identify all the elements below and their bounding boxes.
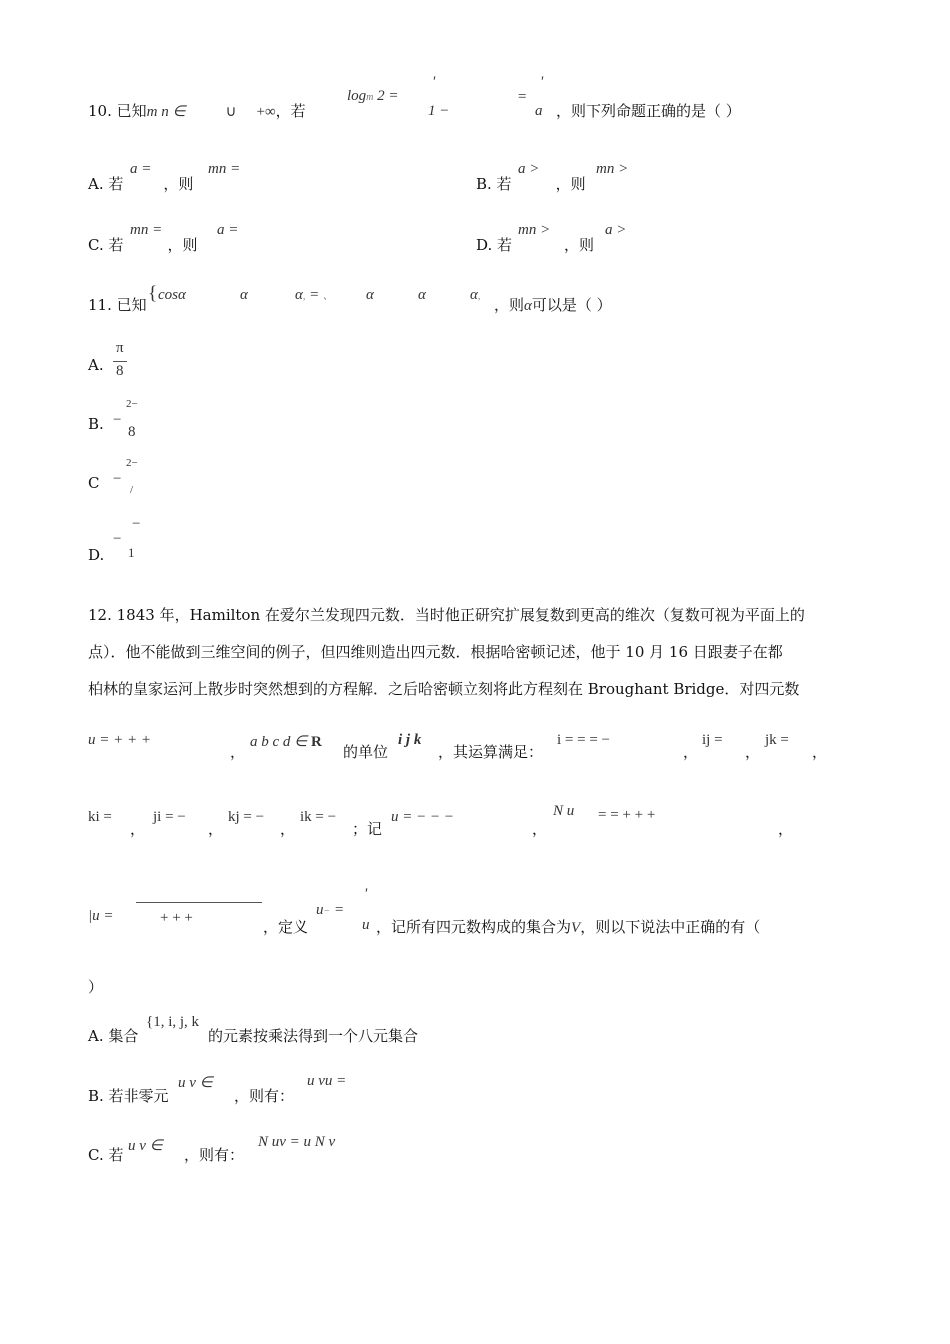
q12-ik: ik = − bbox=[300, 809, 337, 825]
q11-option-a[interactable]: A. bbox=[88, 356, 104, 374]
q11-option-d[interactable]: D. bbox=[88, 546, 105, 564]
q12-para-1: 12. 1843 年，Hamilton 在爱尔兰发现四元数．当时他正研究扩展复数到更高的维次（复数可视为平面上的 bbox=[88, 606, 805, 624]
q11-brace: { bbox=[148, 283, 158, 304]
q12-conjugate: u = − − − bbox=[391, 809, 454, 825]
q11-cos: cosα bbox=[158, 287, 186, 303]
q12-l4-comma-3: ， bbox=[812, 743, 828, 761]
q12-kj: kj = − bbox=[228, 809, 265, 825]
q10-a-den: a bbox=[535, 103, 543, 119]
q12-quaternion-def: u = + + + bbox=[88, 732, 151, 748]
q11-option-c-sign: − bbox=[113, 471, 122, 487]
q10-tick1: ' bbox=[432, 74, 436, 90]
q12-para-2: 点）．他不能做到三维空间的例子，但四维则造出四元数．根据哈密顿记述，他于 10 月 16 日跟妻子在都 bbox=[88, 643, 783, 661]
q12-norm: N u bbox=[553, 803, 575, 819]
q11-option-d-sign: − bbox=[113, 531, 122, 547]
q11-option-b-sign: − bbox=[113, 412, 122, 428]
q11-stem: 11. 已知 bbox=[88, 296, 147, 314]
q11-stem-suffix: ，则α可以是（ ） bbox=[494, 296, 612, 314]
q12-ops-text: ，其运算满足： bbox=[438, 743, 544, 761]
q11-option-b-bottom: 8 bbox=[128, 424, 136, 440]
q11-alpha-4: α bbox=[418, 287, 426, 303]
q10-one-minus: 1 − bbox=[428, 103, 450, 119]
q12-option-b[interactable]: B. 若非零元 bbox=[88, 1087, 169, 1105]
q10-option-a-cond: a = bbox=[130, 161, 152, 177]
q12-l5-comma-3: ， bbox=[280, 820, 296, 838]
q12-ji: ji = − bbox=[153, 809, 186, 825]
q10-option-a[interactable]: A. 若 ，则 bbox=[88, 175, 194, 193]
q10-option-c-cond: mn = bbox=[130, 222, 163, 238]
q12-abs: |u = bbox=[88, 908, 114, 924]
q12-inv-tick: ' bbox=[364, 886, 368, 902]
q12-sqrt-bar bbox=[136, 902, 262, 903]
q11-option-b-top: 2− bbox=[126, 398, 138, 410]
q12-define-text: ，定义 bbox=[263, 918, 309, 936]
q11-option-d-top: − bbox=[132, 516, 141, 532]
q12-ijk: i j k bbox=[398, 732, 422, 748]
q12-l5-comma-5: ， bbox=[778, 820, 794, 838]
q11-option-b[interactable]: B. bbox=[88, 415, 104, 433]
q11-option-d-bottom: 1 bbox=[128, 545, 135, 560]
q12-option-b-expr: u vu = bbox=[307, 1073, 347, 1089]
q12-jk: jk = bbox=[765, 732, 789, 748]
q12-para-3: 柏林的皇家运河上散步时突然想到的方程解．之后哈密顿立刻将此方程刻在 Broughant Bridge．对四元数 bbox=[88, 680, 800, 698]
q10-tick2: ' bbox=[540, 74, 544, 90]
q12-option-c-text: ，则有： bbox=[184, 1146, 245, 1164]
q12-option-c-expr: N uv = u N v bbox=[258, 1134, 336, 1150]
q12-option-b-text: ，则有： bbox=[234, 1087, 295, 1105]
q11-alpha-2: α, = 、 bbox=[295, 287, 333, 303]
q12-option-b-cond: u v ∈ bbox=[178, 1075, 213, 1091]
q12-close-paren: ） bbox=[88, 978, 104, 996]
q12-l5-comma-4: ， bbox=[532, 820, 548, 838]
q10-option-a-res: mn = bbox=[208, 161, 241, 177]
q11-option-c-top: 2− bbox=[126, 457, 138, 469]
q12-option-c-cond: u v ∈ bbox=[128, 1138, 163, 1154]
q10-option-c[interactable]: C. 若 ，则 bbox=[88, 236, 198, 254]
q10-option-d-res: a > bbox=[605, 222, 627, 238]
q12-l4-comma-1: ， bbox=[683, 743, 699, 761]
q12-sqrt-sum: + + + bbox=[160, 910, 193, 926]
q10-option-b-cond: a > bbox=[518, 161, 540, 177]
q12-option-a-text: 的元素按乘法得到一个八元集合 bbox=[208, 1027, 419, 1045]
q12-l5-comma-2: ， bbox=[208, 820, 224, 838]
q12-abcd: a b c d ∈ R bbox=[250, 734, 322, 750]
q12-i-squared: i = = = − bbox=[557, 732, 611, 748]
q11-alpha-1: α bbox=[240, 287, 248, 303]
q11-alpha-3: α bbox=[366, 287, 374, 303]
q10-option-c-res: a = bbox=[217, 222, 239, 238]
q12-ki: ki = bbox=[88, 809, 112, 825]
q12-option-c[interactable]: C. 若 bbox=[88, 1146, 124, 1164]
q12-l4-comma: ， bbox=[230, 743, 246, 761]
q11-option-a-bottom: 8 bbox=[116, 363, 124, 379]
q10-log: logm 2 = bbox=[347, 88, 399, 104]
q11-option-a-bar bbox=[113, 361, 127, 362]
q10-option-d-cond: mn > bbox=[518, 222, 551, 238]
q12-unit-text: 的单位 bbox=[343, 743, 389, 761]
q12-option-a[interactable]: A. 集合 bbox=[88, 1027, 139, 1045]
q12-l4-comma-2: ， bbox=[745, 743, 761, 761]
q10-option-b[interactable]: B. 若 ，则 bbox=[476, 175, 586, 193]
q10-option-b-res: mn > bbox=[596, 161, 629, 177]
q12-semi-ji: ；记 bbox=[352, 820, 383, 838]
q12-inverse: u− = bbox=[316, 902, 345, 918]
q10-stem-suffix: ，则下列命题正确的是（ ） bbox=[556, 102, 741, 120]
q11-alpha-5: α, bbox=[470, 287, 481, 303]
q11-option-c[interactable]: C bbox=[88, 474, 100, 492]
q10-stem: 10. 已知m n ∈ ∪ +∞，若 bbox=[88, 102, 306, 120]
q12-set-text: ，记所有四元数构成的集合为V，则以下说法中正确的有（ bbox=[376, 918, 761, 936]
q12-norm-eq: = = + + + bbox=[598, 807, 656, 823]
q12-option-a-set: {1, i, j, k bbox=[146, 1014, 200, 1030]
q12-l5-comma-1: ， bbox=[130, 820, 146, 838]
q12-ij: ij = bbox=[702, 732, 723, 748]
q10-eq: = bbox=[517, 89, 528, 105]
q11-option-c-bottom: / bbox=[130, 484, 134, 496]
q11-option-a-top: π bbox=[116, 340, 124, 356]
q10-option-d[interactable]: D. 若 ，则 bbox=[476, 236, 595, 254]
q12-inv-den: u bbox=[362, 917, 370, 933]
